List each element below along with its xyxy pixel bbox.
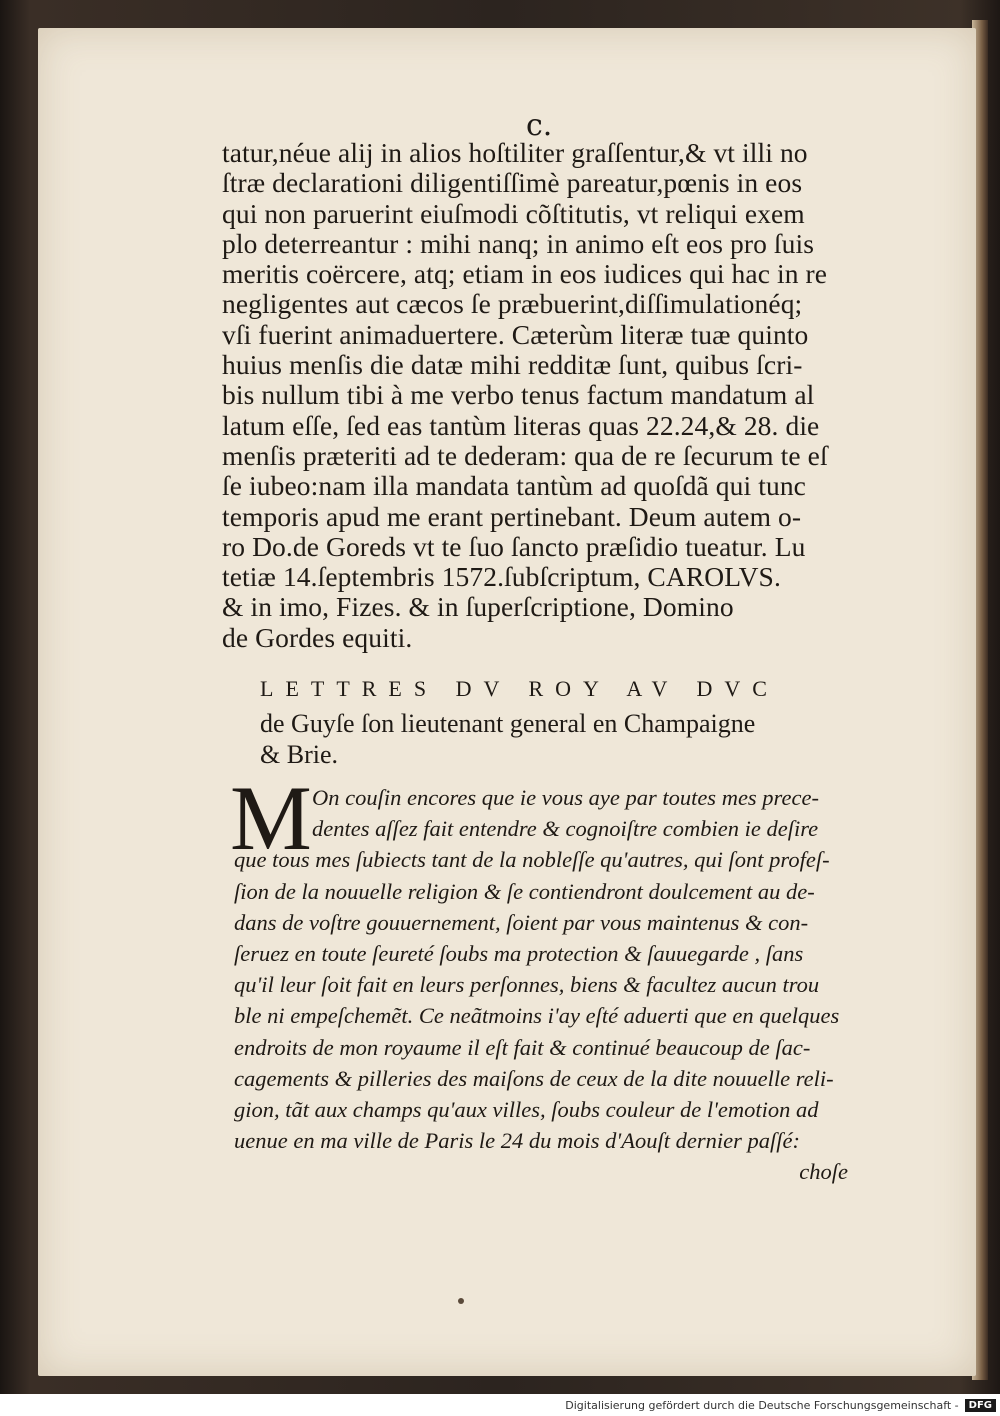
latin-line: latum eſſe, ſed eas tantùm literas quas 22.24,& 28. die: [222, 409, 820, 441]
french-line: qu'il leur ſoit fait en leurs perſonnes, biens & facultez aucun trou: [234, 972, 820, 998]
footer-credit: Digitalisierung gefördert durch die Deutsche Forschungsgemeinschaft -: [565, 1398, 959, 1412]
french-line: cagements & pilleries des maiſons de ceux de la dite nouuelle reli-: [234, 1065, 834, 1091]
latin-line: qui non paruerint eiuſmodi cõſtitutis, vt reliqui exem: [222, 197, 805, 229]
french-line: dans de voſtre gouuernement, ſoient par vous maintenus & con-: [234, 909, 809, 935]
signature-mark: c.: [526, 108, 553, 143]
ink-dot: [458, 1298, 464, 1304]
latin-line: & in imo, Fizes. & in ſuperſcriptione, Domino: [222, 591, 734, 623]
french-line: ſeruez en toute ſeureté ſoubs ma protection & ſauuegarde , ſans: [234, 940, 804, 966]
french-line: uenue en ma ville de Paris le 24 du mois d'Aouſt dernier paſſé:: [234, 1128, 800, 1154]
catchword: choſe: [799, 1159, 848, 1185]
heading-line: & Brie.: [260, 740, 338, 769]
latin-line: menſis præteriti ad te dederam: qua de re ſecurum te eſ: [222, 439, 828, 471]
french-line: On couſin encores que ie vous aye par toutes mes prece-: [312, 785, 819, 810]
latin-line: meritis coërcere, atq; etiam in eos iudices qui hac in re: [222, 258, 828, 290]
footer-bar: [0, 1394, 1000, 1416]
french-line: que tous mes ſubiects tant de la nobleſſe qu'autres, qui ſont profeſ-: [234, 847, 830, 873]
latin-line: huius menſis die datæ mihi redditæ ſunt, quibus ſcri-: [222, 349, 803, 381]
latin-line: tetiæ 14.ſeptembris 1572.ſubſcriptum, CAROLVS.: [222, 561, 781, 593]
french-line: gion, tãt aux champs qu'aux villes, ſoubs couleur de l'emotion ad: [234, 1096, 819, 1122]
latin-line: de Gordes equiti.: [222, 621, 413, 653]
french-line: ſion de la nouuelle religion & ſe contiendront doulcement au de-: [234, 878, 815, 904]
french-text-block: [234, 782, 854, 1187]
french-line: dentes aſſez fait entendre & cognoiſtre combien ie deſire: [312, 816, 819, 842]
latin-line: ſe iubeo:nam illa mandata tantùm ad quoſdã qui tunc: [222, 470, 806, 502]
section-heading: [260, 676, 820, 770]
latin-line: bis nullum tibi à me verbo tenus factum mandatum al: [222, 379, 815, 411]
latin-text-block: [222, 138, 862, 653]
latin-line: ro Do.de Goreds vt te ſuo ſancto præſidio tueatur. Lu: [222, 530, 806, 562]
latin-line: temporis apud me erant pertinebant. Deum autem o-: [222, 500, 802, 532]
drop-cap: M: [230, 767, 312, 869]
heading-caps: LETTRES DV ROY AV DVC: [260, 676, 779, 701]
latin-line: plo deterreantur : mihi nanq; in animo eſt eos pro ſuis: [222, 227, 815, 259]
latin-line: ſtræ declarationi diligentiſſimè pareatur,pœnis in eos: [222, 167, 803, 199]
dfg-logo: DFG: [965, 1399, 996, 1412]
french-line: ble ni empeſchemẽt. Ce neãtmoins i'ay eſté aduerti que en quelques: [234, 1003, 840, 1029]
latin-line: vſi fuerint animaduertere. Cæterùm literæ tuæ quinto: [222, 318, 809, 350]
latin-line: tatur,néue alij in alios hoſtiliter graſſentur,& vt illi no: [222, 137, 808, 168]
latin-line: negligentes aut cæcos ſe præbuerint,diſſimulationéq;: [222, 288, 803, 320]
heading-line: de Guyſe ſon lieutenant general en Champaigne: [260, 709, 756, 738]
french-line: endroits de mon royaume il eſt fait & continué beaucoup de ſac-: [234, 1034, 811, 1060]
